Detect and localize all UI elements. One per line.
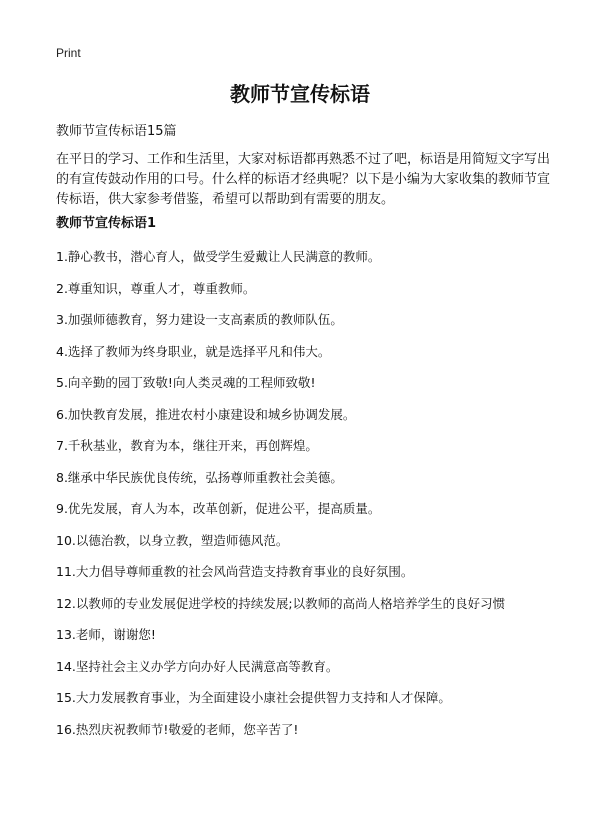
slogan-item: 11.大力倡导尊师重教的社会风尚营造支持教育事业的良好氛围。 [56,564,414,579]
slogan-list [56,247,576,751]
slogan-item: 16.热烈庆祝教师节!敬爱的老师，您辛苦了! [56,721,299,737]
slogan-item: 13.老师，谢谢您! [56,627,156,642]
slogan-item: 8.继承中华民族优良传统，弘扬尊师重教社会美德。 [56,469,343,485]
slogan-item: 14.坚持社会主义办学方向办好人民满意高等教育。 [56,658,339,674]
page-title: 教师节宣传标语 [230,82,370,106]
section-heading: 教师节宣传标语1 [56,216,157,231]
slogan-item: 9.优先发展，育人为本，改革创新，促进公平，提高质量。 [56,501,381,516]
slogan-item: 5.向辛勤的园丁致敬!向人类灵魂的工程师致敬! [56,375,316,390]
intro-paragraph: 在平日的学习、工作和生活里，大家对标语都再熟悉不过了吧，标语是用简短文字写出的有宣传鼓动作用的口号。什么样的标语才经典呢？以下是小编为大家收集的教师节宣传标语，供大家参考借鉴，希望可以帮助到有需要的朋友。 [56,152,551,207]
slogan-item: 7.千秋基业，教育为本，继往开来，再创辉煌。 [56,438,318,453]
slogan-item: 3.加强师德教育，努力建设一支高素质的教师队伍。 [56,312,343,327]
slogan-item: 4.选择了教师为终身职业，就是选择平凡和伟大。 [56,343,331,359]
slogan-item: 6.加快教育发展，推进农村小康建设和城乡协调发展。 [56,406,356,422]
slogan-item: 2.尊重知识，尊重人才，尊重教师。 [56,280,256,296]
subtitle: 教师节宣传标语15篇 [56,124,177,139]
print-link[interactable]: Print [56,46,81,60]
slogan-item: 1.静心教书，潜心育人，做受学生爱戴让人民满意的教师。 [56,249,381,264]
slogan-item: 12.以教师的专业发展促进学校的持续发展;以教师的高尚人格培养学生的良好习惯 [56,595,506,611]
slogan-item: 15.大力发展教育事业，为全面建设小康社会提供智力支持和人才保障。 [56,690,451,705]
slogan-item: 10.以德治教，以身立教，塑造师德风范。 [56,532,289,548]
